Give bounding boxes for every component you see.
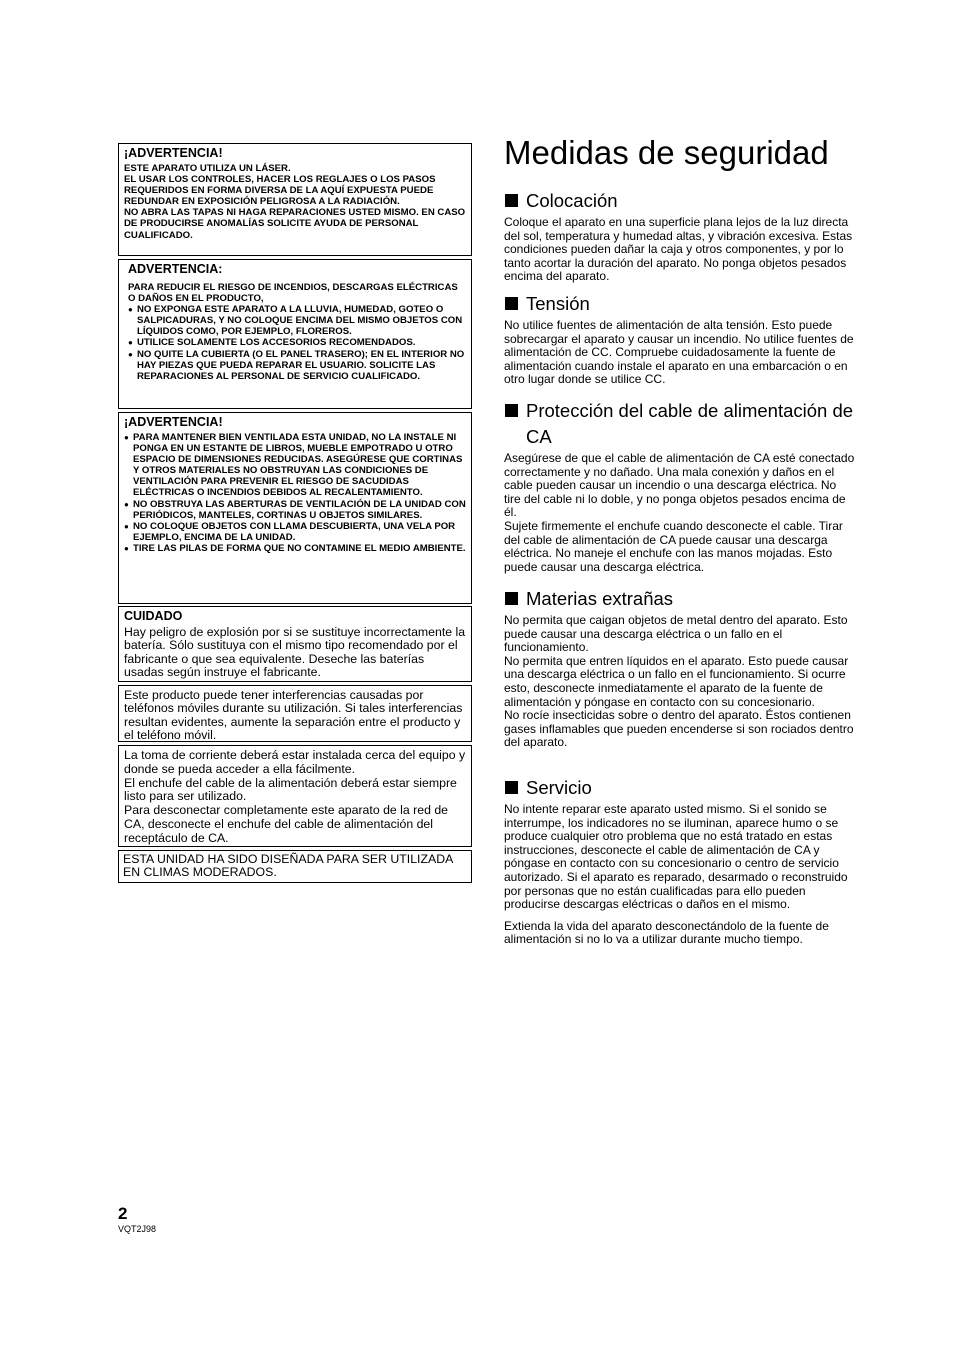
section-servicio xyxy=(504,775,856,947)
section-paragraph: No utilice fuentes de alimentación de alta tensión. Esto puede sobrecargar el aparato y causar un incendio. No utilice fuentes de alimentación de CC. Compruebe cuidadosamente la fuente de alimentación cuando instale el aparato en una embarcación o en otro lugar donde se utilice CC. xyxy=(504,318,854,387)
mobile-interference-box xyxy=(118,685,472,742)
power-outlet-box xyxy=(118,745,472,847)
fire-shock-warning-title: ADVERTENCIA: xyxy=(128,262,223,276)
section-paragraph: No permita que entren líquidos en el aparato. Esto puede causar una descarga eléctrica o un fallo en el funcionamiento. Si ocurre esto, desconecte inmediatamente el aparato de la fuente de alimentación y póngase en contacto con su concesionario. xyxy=(504,653,849,709)
list-item: ● NO OBSTRUYA LAS ABERTURAS DE VENTILACIÓN DE LA UNIDAD CON PERIÓDICOS, MANTELES, CORTINAS U OBJETOS SIMILARES. xyxy=(124,499,466,521)
laser-warning-title: ¡ADVERTENCIA! xyxy=(124,146,223,160)
battery-caution-title: CUIDADO xyxy=(124,609,183,623)
section-heading: Protección del cable de alimentación de CA xyxy=(526,400,854,447)
page-number: 2 xyxy=(118,1204,128,1223)
section-heading: Materias extrañas xyxy=(526,588,674,609)
climate-notice-text: ESTA UNIDAD HA SIDO DISEÑADA PARA SER UTILIZADA EN CLIMAS MODERADOS. xyxy=(123,852,453,880)
section-paragraph: Coloque el aparato en una superficie plana lejos de la luz directa del sol, temperatura y humedad altas, y vibración excesiva. Estas condiciones pueden dañar la caja y otros componentes, y por lo tanto acortar la duración del aparato. No ponga objetos pesados encima del aparato. xyxy=(504,215,853,284)
square-bullet-icon xyxy=(505,592,518,605)
page-title: Medidas de seguridad xyxy=(504,134,829,171)
section-paragraph: No intente reparar este aparato usted mismo. Si el sonido se interrumpe, los indicadores no se iluminan, aparece humo o se produce cualquier otro problema que no está tratado en estas instrucciones, desconecte el cable de alimentación de CA y póngase en contacto con su concesionario o centro de servicio autorizado. Si el aparato es reparado, desarmado o reconstruido por personas que no están cualificadas para ello pueden producirse descargas eléctricas o daños en el mismo. xyxy=(504,802,848,912)
laser-warning-box xyxy=(118,143,472,256)
climate-notice-box xyxy=(118,850,472,883)
fire-shock-warning-intro: PARA REDUCIR EL RIESGO DE INCENDIOS, DESCARGAS ELÉCTRICAS O DAÑOS EN EL PRODUCTO, xyxy=(128,282,458,305)
section-heading: Colocación xyxy=(526,190,618,211)
section-heading: Tensión xyxy=(526,293,590,314)
laser-warning-line: ESTE APARATO UTILIZA UN LÁSER. xyxy=(124,163,291,174)
section-heading: Servicio xyxy=(526,777,592,798)
battery-caution-box xyxy=(118,606,472,682)
list-item: ● NO EXPONGA ESTE APARATO A LA LLUVIA, HUMEDAD, GOTEO O SALPICADURAS, Y NO COLOQUE ENCIMA DEL MISMO OBJETOS CON LÍQUIDOS COMO, POR EJEMPLO, FLOREROS. xyxy=(128,304,466,337)
power-outlet-line: El enchufe del cable de la alimentación deberá estar siempre listo para ser utilizado. xyxy=(124,775,457,804)
list-item: ● NO COLOQUE OBJETOS CON LLAMA DESCUBIERTA, UNA VELA POR EJEMPLO, ENCIMA DE LA UNIDAD. xyxy=(124,521,466,543)
list-item: ● NO QUITE LA CUBIERTA (O EL PANEL TRASERO); EN EL INTERIOR NO HAY PIEZAS QUE PUEDA REPARAR EL USUARIO. SOLICITE LAS REPARACIONES AL PERSONAL DE SERVICIO CUALIFICADO. xyxy=(128,349,466,382)
power-outlet-line: La toma de corriente deberá estar instalada cerca del equipo y donde se pueda acceder a ella fácilmente. xyxy=(124,748,466,776)
laser-warning-line: EL USAR LOS CONTROLES, HACER LOS REGLAJES O LOS PASOS REQUERIDOS EN FORMA DIVERSA DE LA AQUÍ EXPUESTA PUEDE REDUNDAR EN EXPOSICIÓN PELIGROSA A LA RADIACIÓN. xyxy=(124,174,436,208)
section-paragraph: No rocíe insecticidas sobre o dentro del aparato. Éstos contienen gases inflamables que pueden encenderse si son rociados dentro del aparato. xyxy=(504,708,854,750)
model-code: VQT2J98 xyxy=(118,1224,157,1234)
section-materias xyxy=(504,586,856,750)
section-paragraph: No permita que caigan objetos de metal dentro del aparato. Esto puede causar una descarga eléctrica o un fallo en el funcionamiento. xyxy=(504,613,848,655)
power-outlet-line: Para desconectar completamente este aparato de la red de CA, desconecte el enchufe del cable de alimentación del receptáculo de CA. xyxy=(124,803,449,845)
battery-caution-text: Hay peligro de explosión por si se sustituye incorrectamente la batería. Sólo sustituya con el mismo tipo recomendado por el fabricante o que sea equivalente. Deseche las baterías usadas según instruye el fabricante. xyxy=(124,625,466,679)
section-tension xyxy=(504,291,856,387)
section-colocacion xyxy=(504,188,856,284)
section-paragraph: Extienda la vida del aparato desconectándolo de la fuente de alimentación si no lo va a utilizar durante mucho tiempo. xyxy=(504,918,829,947)
square-bullet-icon xyxy=(505,404,518,417)
square-bullet-icon xyxy=(505,297,518,310)
mobile-interference-text: Este producto puede tener interferencias causadas por teléfonos móviles durante su utilización. Si tales interferencias resultan evidentes, aumente la separación entre el producto y el teléfono móvil. xyxy=(124,688,463,742)
ventilation-warning-title: ¡ADVERTENCIA! xyxy=(124,415,223,429)
fire-shock-warning-box xyxy=(118,259,472,409)
section-cable xyxy=(504,398,856,574)
section-paragraph: Sujete firmemente el enchufe cuando desconecte el cable. Tirar del cable de alimentación de CA puede causar una descarga eléctrica. No maneje el enchufe con las manos mojadas. Esto puede causar una descarga eléctrica. xyxy=(504,518,843,574)
square-bullet-icon xyxy=(505,781,518,794)
square-bullet-icon xyxy=(505,194,518,207)
list-item: ● PARA MANTENER BIEN VENTILADA ESTA UNIDAD, NO LA INSTALE NI PONGA EN UN ESTANTE DE LIBROS, MUEBLE EMPOTRADO U OTRO ESPACIO DE DIMENSIONES REDUCIDAS. ASEGÚRESE QUE CORTINAS Y OTROS MATERIALES NO OBSTRUYAN LAS CONDICIONES DE VENTILACIÓN PARA PREVENIR EL RIESGO DE SACUDIDAS ELÉCTRICAS O INCENDIOS DEBIDOS AL RECALENTAMIENTO. xyxy=(124,432,466,499)
laser-warning-line: NO ABRA LAS TAPAS NI HAGA REPARACIONES USTED MISMO. EN CASO DE PRODUCIRSE ANOMALÍAS SOLICITE AYUDA DE PERSONAL CUALIFICADO. xyxy=(124,207,466,241)
list-item: ● TIRE LAS PILAS DE FORMA QUE NO CONTAMINE EL MEDIO AMBIENTE. xyxy=(124,543,466,554)
list-item: ● UTILICE SOLAMENTE LOS ACCESORIOS RECOMENDADOS. xyxy=(128,337,466,348)
section-paragraph: Asegúrese de que el cable de alimentación de CA esté conectado correctamente y no dañado. Una mala conexión y daños en el cable pueden causar un incendio o una descarga eléctrica. No tire del cable ni lo doble, y no ponga objetos pesados encima de él. xyxy=(504,451,855,520)
ventilation-warning-box xyxy=(118,412,472,604)
